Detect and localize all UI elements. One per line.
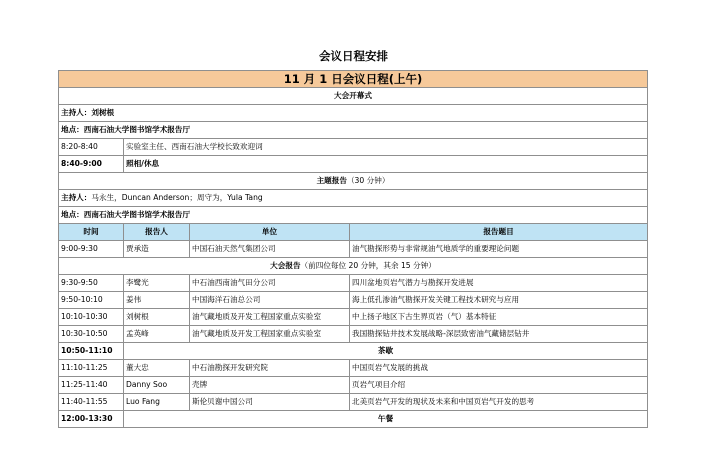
keynote-note: （30 分钟） [346,175,390,185]
unit-cell: 中国石油天然气集团公司 [190,241,350,258]
keynote-host-row [59,190,648,207]
speaker-cell: Luo Fang [124,394,190,411]
col-header-unit: 单位 [190,224,350,241]
opening-row [59,139,648,156]
time-cell: 10:50-11:10 [59,343,124,360]
col-header-topic: 报告题目 [350,224,648,241]
plenary-section-row [59,258,648,275]
host-name: 刘树根 [91,108,115,117]
topic-cell: 四川盆地页岩气潜力与勘探开发进展 [350,275,648,292]
topic-cell: 我国勘探钻井技术发展战略-深层致密油气藏储层钻井 [350,326,648,343]
table-row [59,360,648,377]
opening-title: 大会开幕式 [59,88,648,105]
speaker-cell: 姜伟 [124,292,190,309]
document-title: 会议日程安排 [319,49,388,63]
photo-break-row [59,156,648,173]
content-cell: 照相/休息 [124,156,648,173]
keynote-title: 主题报告 [316,175,347,185]
speaker-cell: Danny Soo [124,377,190,394]
host-label: 主持人： [61,193,92,202]
opening-section-row [59,88,648,105]
time-cell: 11:40-11:55 [59,394,124,411]
venue-name: 西南石油大学图书馆学术报告厅 [83,125,191,134]
topic-cell: 海上低孔渗油气勘探开发关键工程技术研究与应用 [350,292,648,309]
time-cell: 8:40-9:00 [59,156,124,173]
speaker-cell: 贾承造 [124,241,190,258]
opening-host-row [59,105,648,122]
table-row [59,394,648,411]
time-cell: 10:10-10:30 [59,309,124,326]
schedule-table [58,70,648,428]
table-row [59,309,648,326]
opening-venue-row [59,122,648,139]
topic-cell: 中国页岩气发展的挑战 [350,360,648,377]
time-cell: 11:10-11:25 [59,360,124,377]
unit-cell: 中国海洋石油总公司 [190,292,350,309]
table-row [59,241,648,258]
lunch-row [59,411,648,428]
speaker-cell: 董大忠 [124,360,190,377]
venue-label: 地点： [61,125,84,134]
time-cell: 8:20-8:40 [59,139,124,156]
day-title: 11 月 1 日会议日程(上午) [59,71,648,88]
topic-cell: 油气勘探形势与非常规油气地质学的重要理论问题 [350,241,648,258]
table-row [59,275,648,292]
unit-cell: 油气藏地质及开发工程国家重点实验室 [190,309,350,326]
table-row [59,292,648,309]
keynote-venue-row [59,207,648,224]
table-row [59,326,648,343]
unit-cell: 壳牌 [190,377,350,394]
topic-cell: 页岩气项目介绍 [350,377,648,394]
venue-label: 地点： [61,210,84,219]
topic-cell: 北美页岩气开发的现状及未来和中国页岩气开发的思考 [350,394,648,411]
speaker-cell: 孟英峰 [124,326,190,343]
col-header-time: 时间 [59,224,124,241]
speaker-cell: 李鹭光 [124,275,190,292]
unit-cell: 斯伦贝谢中国公司 [190,394,350,411]
time-cell: 10:30-10:50 [59,326,124,343]
time-cell: 9:00-9:30 [59,241,124,258]
host-label: 主持人： [61,108,92,117]
time-cell: 9:50-10:10 [59,292,124,309]
day-header-row [59,71,648,88]
tea-break-row [59,343,648,360]
host-names: 马永生，Duncan Anderson；周守为，Yula Tang [91,193,263,202]
col-header-speaker: 报告人 [124,224,190,241]
unit-cell: 中石油西南油气田分公司 [190,275,350,292]
plenary-title: 大会报告 [270,260,301,270]
break-label: 午餐 [124,411,648,428]
time-cell: 9:30-9:50 [59,275,124,292]
venue-name: 西南石油大学图书馆学术报告厅 [83,210,191,219]
column-header-row [59,224,648,241]
time-cell: 12:00-13:30 [59,411,124,428]
time-cell: 11:25-11:40 [59,377,124,394]
unit-cell: 中石油勘探开发研究院 [190,360,350,377]
unit-cell: 油气藏地质及开发工程国家重点实验室 [190,326,350,343]
keynote-section-row [59,173,648,190]
topic-cell: 中上扬子地区下古生界页岩（气）基本特征 [350,309,648,326]
break-label: 茶歇 [124,343,648,360]
content-cell: 实验室主任、西南石油大学校长致欢迎词 [124,139,648,156]
speaker-cell: 刘树根 [124,309,190,326]
table-row [59,377,648,394]
plenary-note: （前四位每位 20 分钟，其余 15 分钟） [300,260,436,270]
